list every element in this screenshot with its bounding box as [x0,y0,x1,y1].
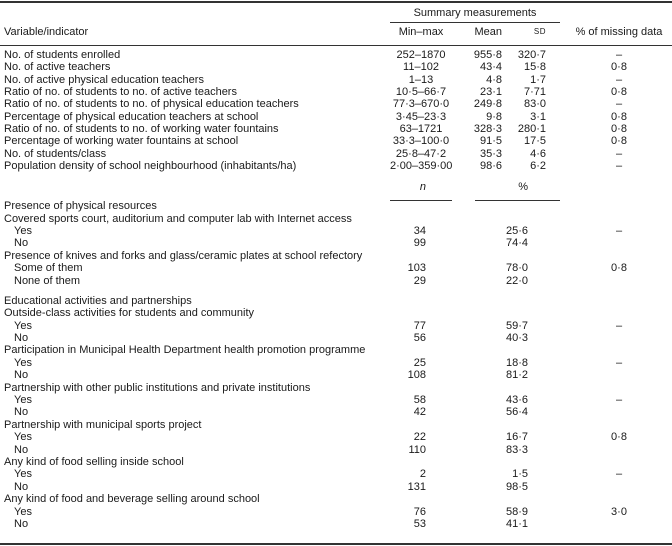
table-row [0,123,672,135]
section-heading: Educational activities and partnerships [4,294,192,307]
pct-value: 41·1 [505,517,528,530]
category-label: Some of them [14,262,83,275]
table-row [0,98,672,110]
mean-value: 23·1 [479,86,502,99]
table-row [0,468,672,480]
category-label: Yes [14,356,32,369]
missing-value: 0·8 [611,61,627,74]
row-label: Population density of school neighbourhood (inhabitants/ha) [4,159,297,172]
row-label: No. of students/class [4,147,107,160]
table-row [0,287,672,295]
pct-value: 59·7 [505,319,528,332]
minmax-value: 10·5–66·7 [395,86,447,99]
minmax-value: 1–13 [408,73,434,86]
missing-value: – [615,468,623,481]
table-row [0,295,672,307]
variable-label: Covered sports court, auditorium and computer lab with Internet access [4,212,352,225]
missing-value: – [615,147,623,160]
sd-header: SD [533,27,546,36]
table-row [0,262,672,274]
mean-header: Mean [474,26,502,38]
n-value: 53 [413,517,426,530]
category-label: No [14,332,29,345]
mean-value: 91·5 [479,135,502,148]
category-label: No [14,443,29,456]
table-row [0,200,672,212]
n-value: 29 [413,274,426,287]
sd-value: 15·8 [523,61,546,74]
table-row [0,518,672,530]
variable-label: Any kind of food selling inside school [4,455,184,468]
variable-label: Partnership with other public institutions and private institutions [4,381,311,394]
table-row [0,74,672,86]
row-label: No. of students enrolled [4,49,121,62]
pct-value: 16·7 [505,431,528,444]
row-label: No. of active teachers [4,61,111,74]
mean-value: 4·8 [486,73,502,86]
sd-value: 1·7 [530,73,546,86]
table-row [0,250,672,262]
sd-value: 4·6 [530,147,546,160]
pct-value: 78·0 [505,262,528,275]
table-row [0,419,672,431]
table-row [0,49,672,61]
table-row [0,110,672,122]
pct-value: 25·6 [505,224,528,237]
pct-value: 98·5 [505,480,528,493]
n-value: 77 [413,319,426,332]
n-value: 56 [413,332,426,345]
pct-value: 18·8 [505,356,528,369]
sd-value: 6·2 [530,159,546,172]
category-label: None of them [14,274,81,287]
pct-header: % [518,180,528,193]
sd-value: 7·71 [523,86,546,99]
missing-value: 3·0 [611,505,627,518]
n-value: 76 [413,505,426,518]
missing-value: – [615,224,623,237]
pct-value: 83·3 [505,443,528,456]
row-label: Ratio of no. of students to no. of physical education teachers [4,98,299,111]
table-row [0,332,672,344]
pct-value: 58·9 [505,505,528,518]
spacer [0,287,672,295]
missing-value: – [615,394,623,407]
category-label: No [14,237,29,250]
pct-value: 22·0 [505,274,528,287]
category-label: Yes [14,224,32,237]
pct-value: 74·4 [505,237,528,250]
n-value: 108 [407,369,426,382]
table-row [0,147,672,159]
mean-value: 328·3 [473,122,502,135]
minmax-value: 33·3–100·0 [392,135,450,148]
table-row [0,456,672,468]
table-row [0,394,672,406]
n-value: 42 [413,406,426,419]
missing-value [560,369,672,381]
pct-value: 43·6 [505,394,528,407]
category-label: No [14,480,29,493]
missing-value [560,274,672,286]
variable-label: Presence of knives and forks and glass/ceramic plates at school refectory [4,249,363,262]
variable-label: Any kind of food and beverage selling around school [4,493,260,506]
variable-label: Participation in Municipal Health Department health promotion programme [4,344,366,357]
n-value: 34 [413,224,426,237]
n-value: 22 [413,431,426,444]
minmax-header: Min–max [398,26,444,38]
missing-value: 0·8 [611,122,627,135]
sd-value: 280·1 [517,122,546,135]
missing-value [560,406,672,418]
table-row [0,431,672,443]
table-row [0,61,672,73]
missing-value: – [615,319,623,332]
table-row [0,344,672,356]
category-label: Yes [14,394,32,407]
minmax-value: 11–102 [403,61,439,74]
mean-value: 955·8 [473,49,502,62]
missing-value [560,237,672,249]
missing-value [560,518,672,530]
missing-value: – [615,159,623,172]
row-label: Percentage of physical education teachers at school [4,110,259,123]
pct-value: 56·4 [505,406,528,419]
n-value: 25 [413,356,426,369]
table-row [0,237,672,249]
mean-value: 43·4 [479,61,502,74]
table-row [0,381,672,393]
table-row [0,307,672,319]
pct-value: 1·5 [512,468,528,481]
summary-measurements-header: Summary measurements [413,7,537,19]
category-label: Yes [14,319,32,332]
sd-value: 17·5 [523,135,546,148]
table-row [0,357,672,369]
n-header: n [419,180,426,193]
n-value: 99 [413,237,426,250]
n-value: 110 [408,443,426,456]
missing-value: – [615,98,623,111]
minmax-value: 25·8–47·2 [395,147,447,160]
category-label: Yes [14,431,32,444]
minmax-value: 77·3–670·0 [392,98,450,111]
variable-label: Outside-class activities for students and community [4,307,255,320]
minmax-value: 252–1870 [396,49,446,62]
table-row [0,160,672,172]
mean-value: 98·6 [479,159,502,172]
table-row [0,212,672,224]
table-row [0,369,672,381]
bottom-rule [0,543,672,545]
missing-value: – [615,49,623,62]
row-label: No. of active physical education teachers [4,73,204,86]
n-value: 2 [419,468,426,481]
missing-header: % of missing data [575,26,663,38]
missing-value: – [615,73,623,86]
sd-value: 3·1 [530,110,546,123]
missing-value [560,332,672,344]
row-label: Percentage of working water fountains at school [4,135,239,148]
n-value: 58 [413,394,426,407]
table-row [0,493,672,505]
variable-header: Variable/indicator [4,26,89,38]
n-value: 131 [407,480,426,493]
table-row [0,406,672,418]
table-row [0,505,672,517]
table-row [0,135,672,147]
section-heading: Presence of physical resources [4,200,157,213]
table-row [0,481,672,493]
n-value: 103 [407,262,426,275]
missing-value: 0·8 [611,431,627,444]
minmax-value: 63–1721 [399,122,443,135]
variable-label: Partnership with municipal sports project [4,418,202,431]
pct-value: 40·3 [505,332,528,345]
missing-value: – [615,356,623,369]
sd-value: 83·0 [523,98,546,111]
table-row [0,319,672,331]
minmax-value: 2·00–359·00 [390,159,453,172]
blank [0,180,390,194]
table-row [0,86,672,98]
category-label: Yes [14,505,32,518]
missing-value: 0·8 [611,110,627,123]
mean-value: 35·3 [479,147,502,160]
minmax-value: 3·45–23·3 [395,110,447,123]
mean-value: 249·8 [473,98,502,111]
table-row [0,443,672,455]
pct-value: 81·2 [505,369,528,382]
sd-value: 320·7 [517,49,546,62]
table-row [0,225,672,237]
category-label: No [14,406,29,419]
spacer [0,172,672,180]
missing-value: 0·8 [611,262,627,275]
missing-value [560,443,672,455]
category-label: No [14,517,29,530]
missing-value [560,481,672,493]
row-label: Ratio of no. of students to no. of active teachers [4,86,237,99]
category-label: No [14,369,29,382]
blank [560,180,672,194]
category-label: Yes [14,468,32,481]
missing-value: 0·8 [611,135,627,148]
row-label: Ratio of no. of students to no. of working water fountains [4,122,279,135]
table-row [0,274,672,286]
mean-value: 9·8 [486,110,502,123]
missing-value: 0·8 [611,86,627,99]
